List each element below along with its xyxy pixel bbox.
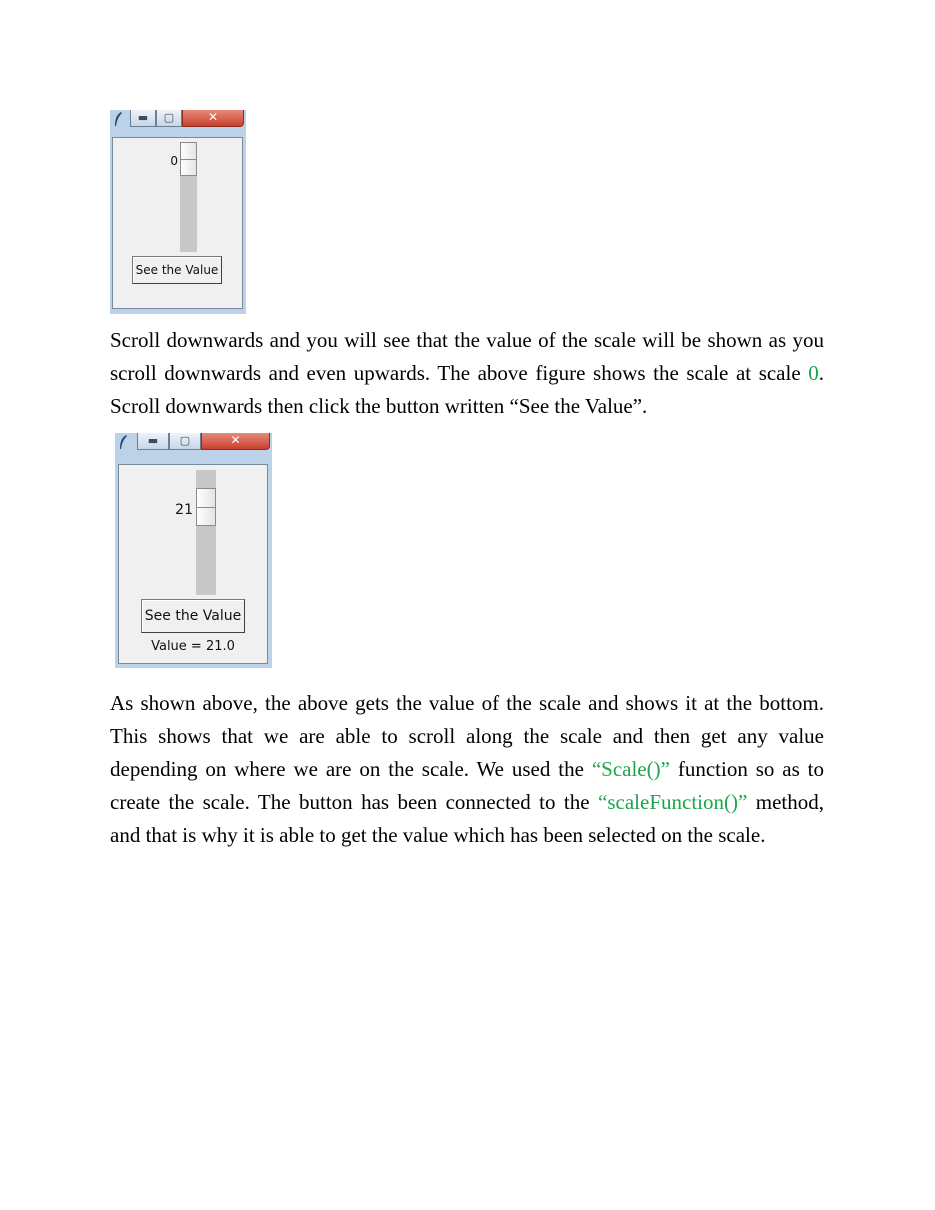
scale-function-highlight: “Scale()” (591, 757, 670, 781)
window-titlebar (115, 433, 272, 453)
feather-icon (113, 111, 123, 127)
minimize-button[interactable] (137, 433, 169, 450)
paragraph-2-text-b: function so as to create the scale. The button has been connected to the (110, 757, 824, 814)
window-client-area (118, 464, 268, 664)
maximize-icon: ▢ (179, 434, 191, 447)
maximize-button[interactable] (156, 110, 182, 127)
paragraph-1-highlight: 0 (808, 361, 819, 385)
scale-trough[interactable] (196, 470, 216, 595)
see-the-value-button[interactable]: See the Value (141, 599, 245, 633)
tk-window-1 (110, 110, 246, 314)
see-the-value-button[interactable]: See the Value (132, 256, 222, 284)
close-button[interactable] (201, 433, 270, 450)
scale-slider[interactable] (196, 488, 216, 526)
scale-trough[interactable] (180, 142, 197, 252)
feather-icon (118, 434, 128, 450)
value-result-label: Value = 21.0 (151, 639, 235, 654)
window-client-area (112, 137, 243, 309)
paragraph-2-text-c: method, and that is why it is able to get the value which has been selected on the scale. (110, 790, 824, 847)
maximize-icon: ▢ (163, 111, 175, 124)
maximize-button[interactable] (169, 433, 201, 450)
close-icon: ✕ (207, 110, 219, 124)
paragraph-1 (110, 324, 824, 423)
scale-value-label: 21 (175, 502, 193, 518)
scale-slider[interactable] (180, 142, 197, 176)
minimize-button[interactable] (130, 110, 156, 127)
scale-value-label: 0 (170, 154, 178, 168)
close-button[interactable] (182, 110, 244, 127)
tk-window-2 (115, 433, 272, 668)
minimize-icon: ▬ (137, 111, 149, 124)
scalefunction-method-highlight: “scaleFunction()” (598, 790, 748, 814)
close-icon: ✕ (230, 433, 241, 447)
paragraph-2-text-a: As shown above, the above gets the value of the scale and shows it at the bottom. This shows that we are able to scroll along the scale and then get any value depending on where we are on the scale. We used the (110, 691, 824, 781)
paragraph-1-text-b: . Scroll downwards then click the button written “See the Value”. (110, 361, 824, 418)
window-titlebar (110, 110, 246, 130)
paragraph-2 (110, 687, 824, 852)
paragraph-1-text-a: Scroll downwards and you will see that the value of the scale will be shown as you scroll downwards and even upwards. The above figure shows the scale at scale (110, 328, 824, 385)
minimize-icon: ▬ (147, 434, 159, 447)
